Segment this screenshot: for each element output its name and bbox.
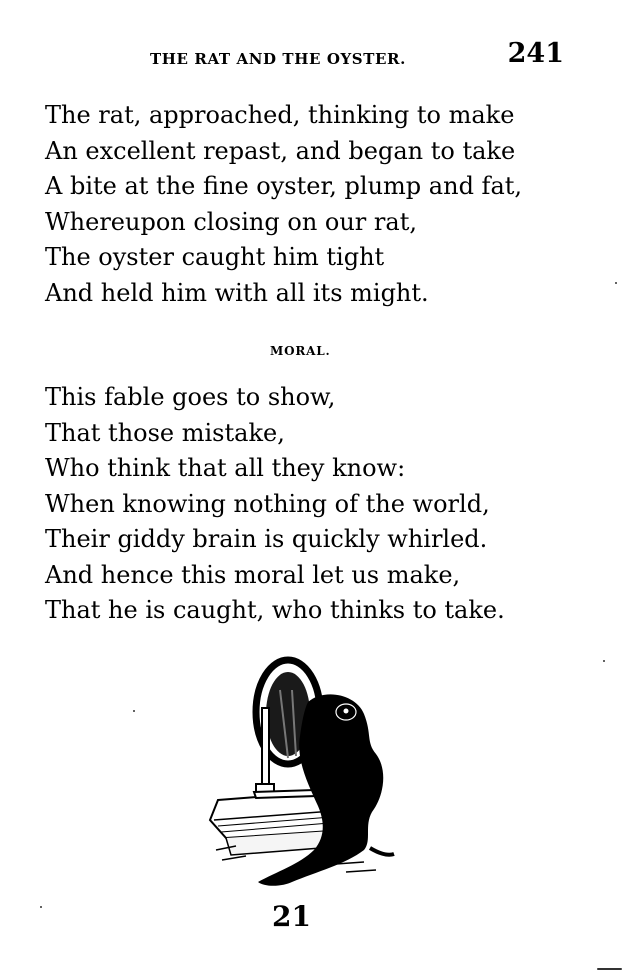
poem-line: And held him with all its might.	[45, 278, 429, 307]
paper-speck	[133, 710, 135, 712]
poem-line: Their giddy brain is quickly whirled.	[45, 525, 488, 553]
poem-line: That those mistake,	[45, 418, 285, 447]
poem-line: A bite at the fine oyster, plump and fat,	[45, 172, 523, 200]
paper-speck	[603, 660, 605, 662]
paper-speck	[615, 282, 617, 284]
poem-line: When knowing nothing of the world,	[45, 489, 490, 518]
poem-line: Whereupon closing on our rat,	[45, 207, 417, 236]
page-number: 241	[507, 38, 564, 69]
poem-stanza-2	[45, 380, 505, 629]
frog-with-mirror-illustration	[196, 650, 396, 895]
paper-speck	[40, 906, 42, 908]
signature-mark: 21	[272, 900, 311, 933]
poem-line: The rat, approached, thinking to make	[45, 101, 515, 129]
moral-heading: MORAL.	[270, 344, 331, 358]
poem-line: The oyster caught him tight	[45, 243, 385, 271]
poem-line: This fable goes to show,	[45, 383, 336, 411]
paper-speck	[597, 968, 622, 970]
poem-line: That he is caught, who thinks to take.	[45, 596, 505, 624]
poem-line: An excellent repast, and began to take	[45, 136, 516, 165]
running-title: THE RAT AND THE OYSTER.	[150, 50, 406, 68]
poem-stanza-1	[45, 98, 522, 311]
poem-line: Who think that all they know:	[45, 454, 406, 482]
poem-line: And hence this moral let us make,	[45, 560, 461, 589]
